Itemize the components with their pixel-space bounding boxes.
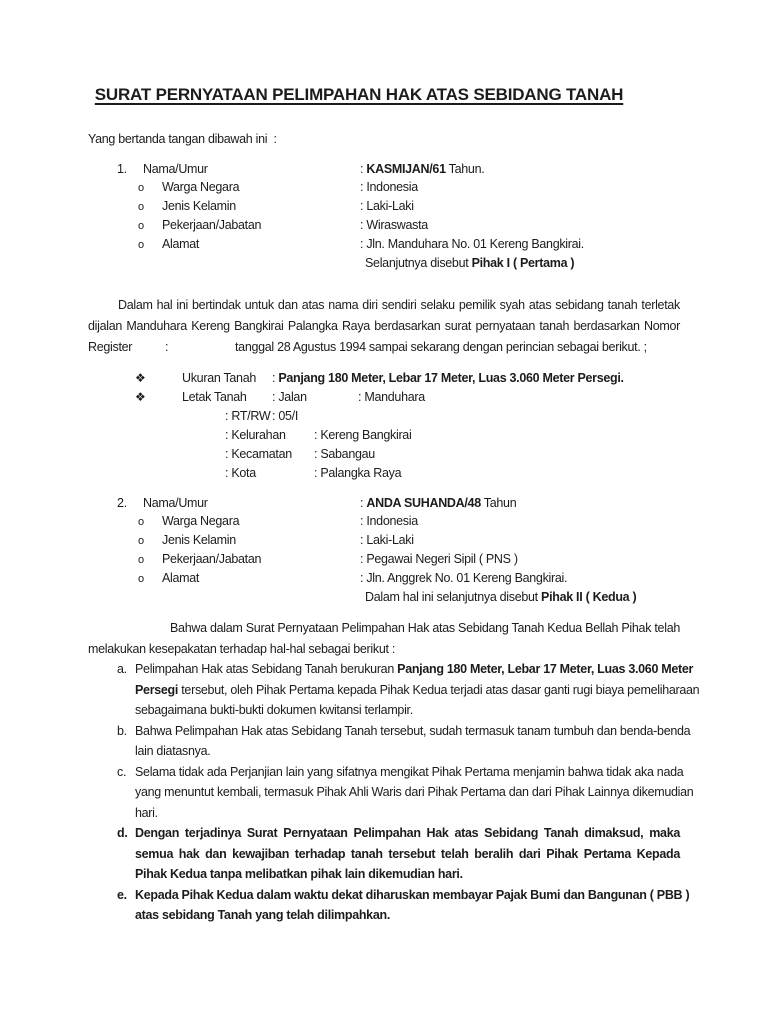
field-value: : 05/I xyxy=(272,409,298,423)
text-segment: Pelimpahan Hak atas Sebidang Tanah berukuran xyxy=(135,662,398,676)
land-details-section xyxy=(88,369,680,483)
term-text xyxy=(135,885,690,926)
text-line xyxy=(135,659,694,680)
term-item-e xyxy=(88,885,690,926)
party-2-name-row xyxy=(88,494,680,512)
land-location-label: Letak Tanah xyxy=(182,390,247,404)
text-line: Selama tidak ada Perjanjian lain yang sifatnya mengikat Pihak Pertama menjamin bahwa tidak aka nada xyxy=(135,764,684,779)
party-1-section xyxy=(88,160,680,272)
party-1-name-row xyxy=(88,160,680,178)
text-segment: : xyxy=(360,162,367,176)
circle-bullet-icon: o xyxy=(138,182,144,194)
diamond-bullet-icon: ❖ xyxy=(135,371,146,385)
party-1-detail-row xyxy=(88,216,680,235)
term-text xyxy=(135,823,680,885)
party-2-name-label: Nama/Umur xyxy=(143,496,208,510)
land-detail-row xyxy=(88,407,680,426)
field-label: : Kecamatan xyxy=(225,447,292,461)
land-size-value xyxy=(272,369,680,388)
party-2-name-value xyxy=(360,494,680,512)
party-2-designation xyxy=(88,588,680,606)
circle-bullet-icon: o xyxy=(138,573,144,585)
field-label: Alamat xyxy=(162,571,200,585)
party-2-number: 2. xyxy=(117,496,127,510)
field-label: : RT/RW xyxy=(225,409,271,423)
street-label: : Jalan xyxy=(272,390,307,404)
term-letter: c. xyxy=(117,764,127,779)
field-value: : Jln. Manduhara No. 01 Kereng Bangkirai. xyxy=(360,237,584,251)
register-colon: : xyxy=(165,340,169,354)
field-value: : Pegawai Negeri Sipil ( PNS ) xyxy=(360,552,518,566)
text-line: atas sebidang Tanah yang telah dilimpahkan. xyxy=(135,908,390,922)
field-label: : Kota xyxy=(225,466,256,480)
field-value: : Laki-Laki xyxy=(360,199,414,213)
term-letter: b. xyxy=(117,723,127,738)
text-segment: : xyxy=(360,496,367,510)
field-label: Pekerjaan/Jabatan xyxy=(162,552,262,566)
street-value: : Manduhara xyxy=(358,390,425,404)
party-2-detail-row xyxy=(88,569,680,588)
term-item-c xyxy=(88,762,694,824)
field-label: Jenis Kelamin xyxy=(162,533,236,547)
term-text xyxy=(135,762,694,824)
text-line: yang menuntut kembali, termasuk Pihak Ahli Waris dari Pihak Pertama dan dari Pihak Lainnya dikemudian xyxy=(135,785,694,799)
land-size-row xyxy=(88,369,680,388)
land-location-row xyxy=(88,388,680,407)
text-line: Bahwa Pelimpahan Hak atas Sebidang Tanah tersebut, sudah termasuk tanam tumbuh dan benda-benda xyxy=(135,723,691,738)
document-title: SURAT PERNYATAAN PELIMPAHAN HAK ATAS SEBIDANG TANAH xyxy=(94,85,624,104)
text-line: Dengan terjadinya Surat Pernyataan Pelimpahan Hak atas Sebidang Tanah dimaksud, maka xyxy=(135,826,680,840)
register-line xyxy=(88,337,680,358)
text-line: Kepada Pihak Kedua dalam waktu dekat diharuskan membayar Pajak Bumi dan Bangunan ( PBB ) xyxy=(135,887,690,902)
field-value: : Sabangau xyxy=(314,447,375,461)
text-line: Pihak Kedua tanpa melibatkan pihak lain dikemudian hari. xyxy=(135,867,463,881)
text-segment: Panjang 180 Meter, Lebar 17 Meter, Luas 3.060 Meter xyxy=(397,662,694,676)
field-value: : Jln. Anggrek No. 01 Kereng Bangkirai. xyxy=(360,571,568,585)
text-segment: KASMIJAN/61 xyxy=(366,162,446,176)
party-1-number: 1. xyxy=(117,162,127,176)
party-2-detail-row xyxy=(88,531,680,550)
land-detail-row xyxy=(88,445,680,464)
text-segment: Pihak II ( Kedua ) xyxy=(541,590,637,604)
party-1-detail-row xyxy=(88,197,680,216)
statement-paragraph xyxy=(88,295,680,358)
text-segment: Panjang 180 Meter, Lebar 17 Meter, Luas 3.060 Meter Persegi. xyxy=(278,371,624,385)
term-letter: a. xyxy=(117,662,127,676)
field-value: : Palangka Raya xyxy=(314,466,402,480)
text-line: Dalam hal ini bertindak untuk dan atas nama diri sendiri selaku pemilik syah atas sebidang tanah terletak xyxy=(118,298,680,312)
party-1-name-value xyxy=(360,160,680,178)
party-1-detail-row xyxy=(88,178,680,197)
diamond-bullet-icon: ❖ xyxy=(135,390,146,404)
party-1-detail-row xyxy=(88,235,680,254)
text-line: Bahwa dalam Surat Pernyataan Pelimpahan Hak atas Sebidang Tanah Kedua Bellah Pihak telah xyxy=(170,621,680,635)
field-label: Jenis Kelamin xyxy=(162,199,236,213)
field-value: : Laki-Laki xyxy=(360,533,414,547)
party-1-name-label: Nama/Umur xyxy=(143,162,208,176)
field-value: : Wiraswasta xyxy=(360,218,428,232)
term-item-a xyxy=(88,659,700,721)
term-item-d xyxy=(88,823,680,885)
text-line: melakukan kesepakatan terhadap hal-hal sebagai berikut : xyxy=(88,641,396,656)
text-line xyxy=(135,680,700,701)
register-rest: tanggal 28 Agustus 1994 sampai sekarang dengan perincian sebagai berikut. ; xyxy=(235,340,647,354)
field-label: Warga Negara xyxy=(162,514,240,528)
text-segment: Persegi xyxy=(135,682,179,697)
terms-list xyxy=(88,659,700,926)
field-value: : Kereng Bangkirai xyxy=(314,428,412,442)
party-2-section xyxy=(88,494,680,606)
text-segment: : xyxy=(272,371,279,385)
text-line: sebagaimana bukti-bukti dokumen kwitansi terlampir. xyxy=(135,703,413,717)
circle-bullet-icon: o xyxy=(138,516,144,528)
field-value: : Indonesia xyxy=(360,180,418,194)
party-2-detail-row xyxy=(88,512,680,531)
term-letter: e. xyxy=(117,887,127,902)
circle-bullet-icon: o xyxy=(138,201,144,213)
intro-line: Yang bertanda tangan dibawah ini : xyxy=(88,132,277,146)
text-segment: ANDA SUHANDA/48 xyxy=(366,496,481,510)
field-label: Warga Negara xyxy=(162,180,240,194)
field-value: : Indonesia xyxy=(360,514,418,528)
term-text xyxy=(135,659,700,721)
text-segment: Tahun xyxy=(480,496,517,510)
circle-bullet-icon: o xyxy=(138,220,144,232)
term-letter: d. xyxy=(117,826,128,840)
text-segment: Selanjutnya disebut xyxy=(365,256,472,270)
text-segment: Tahun. xyxy=(445,162,485,176)
document-content xyxy=(88,0,700,926)
field-label: Pekerjaan/Jabatan xyxy=(162,218,262,232)
party-2-detail-row xyxy=(88,550,680,569)
agreement-paragraph xyxy=(88,618,680,659)
field-label: : Kelurahan xyxy=(225,428,286,442)
circle-bullet-icon: o xyxy=(138,535,144,547)
land-size-label: Ukuran Tanah xyxy=(182,371,257,385)
party-1-designation xyxy=(88,254,680,272)
text-segment: Dalam hal ini selanjutnya disebut xyxy=(365,590,542,604)
land-detail-row xyxy=(88,464,680,483)
term-item-b xyxy=(88,721,691,762)
circle-bullet-icon: o xyxy=(138,554,144,566)
text-line: lain diatasnya. xyxy=(135,744,211,758)
register-label: Register xyxy=(88,340,133,354)
term-text xyxy=(135,721,691,762)
land-detail-row xyxy=(88,426,680,445)
text-line: dijalan Manduhara Kereng Bangkirai Palangka Raya berdasarkan surat pernyataan tanah berdasarkan Nomor xyxy=(88,319,680,333)
text-segment: Pihak I ( Pertama ) xyxy=(471,256,575,270)
text-line: hari. xyxy=(135,805,158,820)
text-segment: tersebut, oleh Pihak Pertama kepada Pihak Kedua terjadi atas dasar ganti rugi biaya pemeliharaan xyxy=(178,682,700,697)
text-line: semua hak dan kewajiban terhadap tanah tersebut telah beralih dari Pihak Pertama Kepada xyxy=(135,846,680,861)
field-label: Alamat xyxy=(162,237,200,251)
circle-bullet-icon: o xyxy=(138,239,144,251)
